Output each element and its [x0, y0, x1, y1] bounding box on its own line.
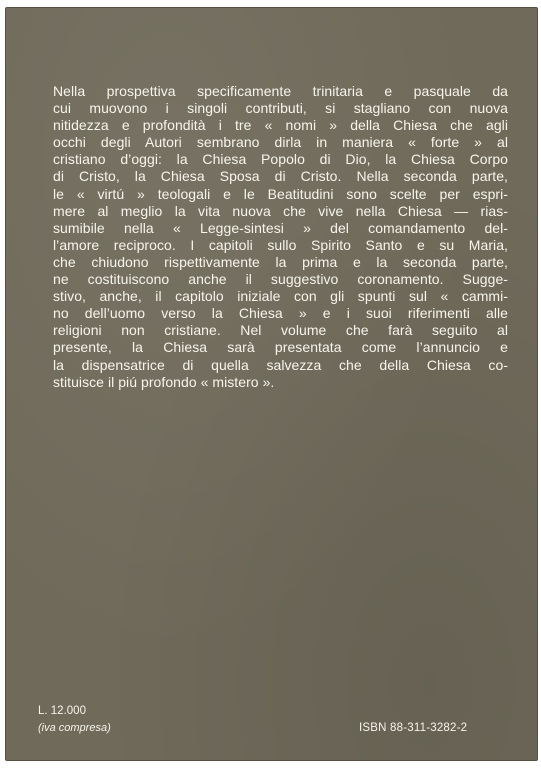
blurb-line: stivo, anche, il capitolo iniziale con gli spunti sul « cammi- — [53, 288, 508, 305]
blurb-line: le « virtú » teologali e le Beatitudini sono scelte per espri- — [53, 185, 508, 202]
blurb-line: occhi degli Autori sembrano dirla in maniera « forte » al — [53, 134, 508, 151]
blurb-line: la dispensatrice di quella salvezza che della Chiesa co- — [53, 356, 508, 373]
blurb-line: religioni non cristiane. Nel volume che farà seguito al — [53, 322, 508, 339]
blurb-line: nitidezza e profondità i tre « nomi » della Chiesa che agli — [53, 117, 508, 134]
vat-note: (iva compresa) — [38, 722, 111, 734]
blurb-line: Nella prospettiva specificamente trinitaria e pasquale da — [53, 83, 508, 99]
blurb-line: ne costituiscono anche il suggestivo coronamento. Sugge- — [53, 271, 508, 288]
blurb-line: che chiudono rispettivamente la prima e la seconda parte, — [53, 253, 508, 270]
isbn-label: ISBN 88-311-3282-2 — [359, 722, 468, 734]
blurb-line: cui muovono i singoli contributi, si stagliano con nuova — [53, 100, 508, 117]
blurb-text — [53, 83, 508, 391]
blurb-line: sumibile nella « Legge-sintesi » del comandamento del- — [53, 219, 508, 236]
price-label: L. 12.000 — [38, 705, 86, 717]
blurb-line: cristiano d’oggi: la Chiesa Popolo di Dio, la Chiesa Corpo — [53, 151, 508, 168]
book-back-cover — [6, 8, 537, 760]
blurb-line: l’amore reciproco. I capitoli sullo Spirito Santo e su Maria, — [53, 236, 508, 253]
blurb-line: stituisce il piú profondo « mistero ». — [53, 373, 275, 390]
blurb-line: di Cristo, la Chiesa Sposa di Cristo. Nella seconda parte, — [53, 168, 508, 185]
blurb-line: mere al meglio la vita nuova che vive nella Chiesa — rias- — [53, 202, 508, 219]
blurb-line: presente, la Chiesa sarà presentata come l’annuncio e — [53, 339, 508, 356]
blurb-line: no dell’uomo verso la Chiesa » e i suoi riferimenti alle — [53, 305, 508, 322]
